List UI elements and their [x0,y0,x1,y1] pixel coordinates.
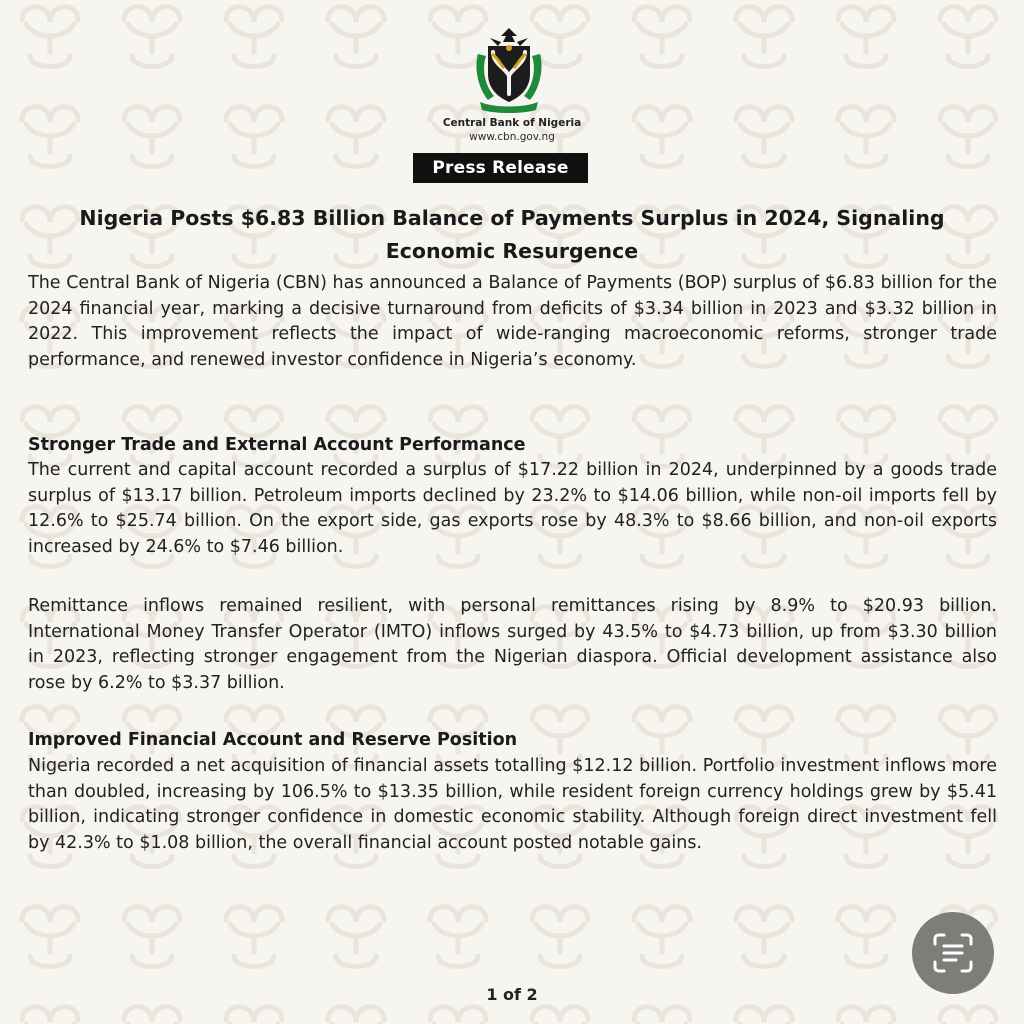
text-scan-button[interactable] [912,912,994,994]
cbn-logo [470,24,548,114]
text-scan-icon [931,931,975,975]
bank-name: Central Bank of Nigeria [442,117,582,129]
bank-website: www.cbn.gov.ng [469,131,555,143]
trade-paragraph-2: Remittance inflows remained resilient, with personal remittances rising by 8.9% to $20.93 billion. International Money Transfer Operator (IMTO) inflows surged by 43.5% to $4.73 billion, up from $3.30 billion in 2023, reflecting stronger engagement from the Nigerian diaspora. Official development assistance also rose by 6.2% to $3.37 billion. [28,596,997,693]
headline-line-2: Economic Resurgence [385,239,639,263]
headline-line-1: Nigeria Posts $6.83 Billion Balance of Payments Surplus in 2024, Signaling [79,206,945,230]
headline [40,202,984,268]
intro-paragraph: The Central Bank of Nigeria (CBN) has announced a Balance of Payments (BOP) surplus of $6.83 billion for the 2024 financial year, marking a decisive turnaround from deficits of $3.34 billion in 2023 and $3.32 billion in 2022. This improvement reflects the impact of wide-ranging macroeconomic reforms, stronger trade performance, and renewed investor confidence in Nigeria’s economy. [28,273,997,370]
section-heading-trade: Stronger Trade and External Account Performance [28,435,526,455]
trade-paragraph-1: The current and capital account recorded a surplus of $17.22 billion in 2024, underpinned by a goods trade surplus of $13.17 billion. Petroleum imports declined by 23.2% to $14.06 billion, while non-oil imports fell by 12.6% to $25.74 billion. On the export side, gas exports rose by 48.3% to $8.66 billion, and non-oil exports increased by 24.6% to $7.46 billion. [28,460,997,557]
page-indicator: 1 of 2 [486,985,538,1004]
section-heading-financial: Improved Financial Account and Reserve Position [28,730,518,750]
financial-paragraph-1: Nigeria recorded a net acquisition of financial assets totalling $12.12 billion. Portfolio investment inflows more than doubled, increasing by 106.5% to $13.35 billion, while resident foreign currency holdings grew by $5.41 billion, indicating stronger confidence in domestic economic stability. Although foreign direct investment fell by 42.3% to $1.08 billion, the overall financial account posted notable gains. [28,756,997,853]
press-release-badge: Press Release [413,153,588,183]
